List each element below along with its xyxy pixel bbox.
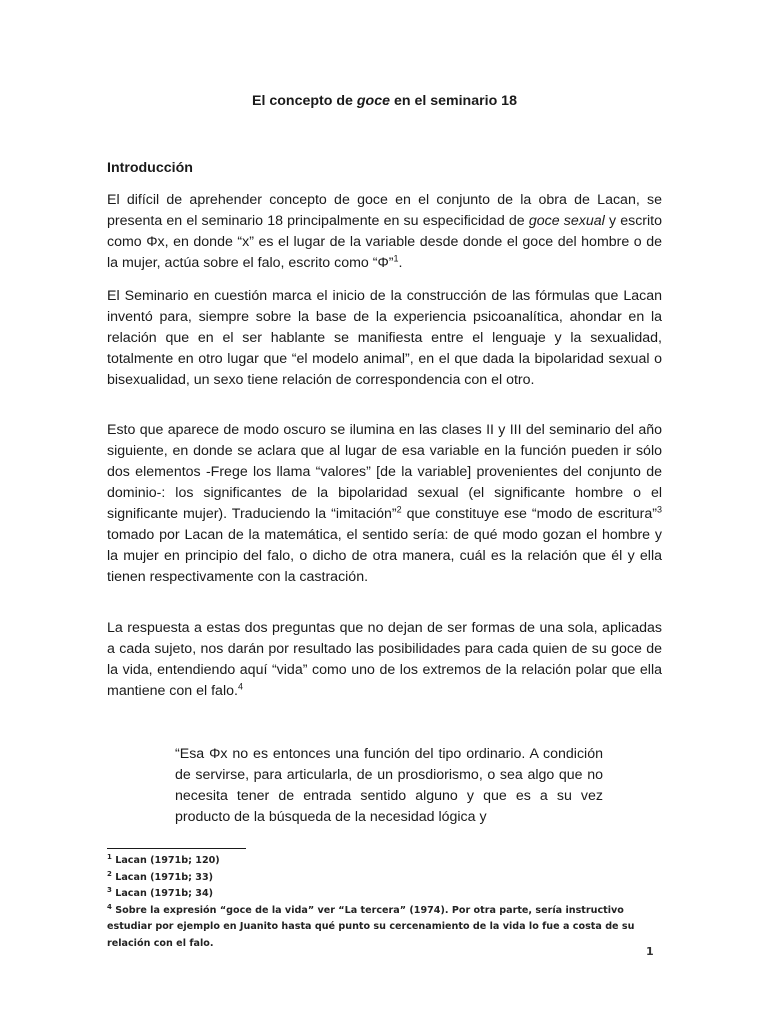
paragraph-4-text: La respuesta a estas dos preguntas que no dejan de ser formas de una sola, aplicadas a cada sujeto, nos darán por resultado las posibilidades para cada quien de su goce de la vida, entendiendo aquí “vida” como uno de los extremos de la relación polar que ella mantiene con el falo. xyxy=(107,620,662,699)
title-italic-word: goce xyxy=(356,93,390,109)
page-number: 1 xyxy=(646,945,654,958)
document-title xyxy=(107,92,662,110)
footnote-number: 3 xyxy=(107,885,112,894)
footnote-text: Lacan (1971b; 120) xyxy=(111,855,220,866)
paragraph-1-text-c: . xyxy=(398,255,403,271)
block-quote: “Esa Φx no es entonces una función del tipo ordinario. A condición de servirse, para articularla, de un prosdiorismo, o sea algo que no necesita tener de entrada sentido alguno y que es a su vez producto de la búsqueda de la necesidad lógica y xyxy=(175,746,603,825)
footnote-ref-1[interactable]: 1 xyxy=(393,253,399,264)
footnote-1 xyxy=(107,853,662,870)
paragraph-1-italic: goce sexual xyxy=(528,213,605,229)
title-text-start: El concepto de xyxy=(252,93,357,109)
footnote-4 xyxy=(107,903,662,953)
footnote-3 xyxy=(107,886,662,903)
footnote-ref-3[interactable]: 3 xyxy=(656,504,662,515)
footnote-text: Lacan (1971b; 34) xyxy=(111,888,213,899)
footnote-text: Lacan (1971b; 33) xyxy=(111,871,213,883)
footnotes xyxy=(107,853,662,952)
footnote-number: 4 xyxy=(107,902,112,911)
paragraph-1 xyxy=(107,190,662,274)
paragraph-3-text-c: tomado por Lacan de la matemática, el sentido sería: de qué modo gozan el hombre y la mujer en principio del falo, o dicho de otra manera, cuál es la relación que él y ella tienen respectivamente con la castración. xyxy=(107,527,662,585)
paragraph-1-text-b: y escrito como Φx, en donde “x” es el lugar de la variable desde donde el goce del hombre o de la mujer, actúa sobre el falo, escrito como “Φ” xyxy=(107,213,663,271)
paragraph-1-text-a: El difícil de aprehender concepto de goce en el conjunto de la obra de Lacan, se presenta en el seminario 18 principalmente en su especificidad de xyxy=(107,192,662,229)
paragraph-3-text-a: Esto que aparece de modo oscuro se ilumina en las clases II y III del seminario del año siguiente, en donde se aclara que al lugar de esa variable en la función pueden ir sólo dos elementos -Frege los llama “valores” [de la variable] provenientes del conjunto de dominio-: los significantes de la bipolaridad sexual (el significante hombre o el significante mujer). Traduciendo la “imitación” xyxy=(107,422,662,522)
footnote-2 xyxy=(107,870,662,887)
footnote-ref-2[interactable]: 2 xyxy=(396,504,402,515)
footnote-text: Sobre la expresión “goce de la vida” ver “La tercera” (1974). Por otra parte, sería instructivo estudiar por ejemplo en Juanito hasta qué punto su cercenamiento de la vida lo fue a costa de su relación con el falo. xyxy=(107,904,635,949)
paragraph-3-text-b: que constituye ese “modo de escritura” xyxy=(401,506,657,522)
section-heading: Introducción xyxy=(107,160,193,176)
paragraph-3 xyxy=(107,420,662,588)
paragraph-4 xyxy=(107,618,662,702)
footnote-separator xyxy=(107,848,246,849)
footnote-number: 1 xyxy=(107,852,112,861)
footnote-ref-4[interactable]: 4 xyxy=(237,681,243,692)
footnote-number: 2 xyxy=(107,869,112,878)
paragraph-2: El Seminario en cuestión marca el inicio de la construcción de las fórmulas que Lacan inventó para, siempre sobre la base de la experiencia psicoanalítica, ahondar en la relación que en el ser hablante se manifiesta entre el lenguaje y la sexualidad, totalmente en otro lugar que “el modelo animal”, en el que dada la bipolaridad sexual o bisexualidad, un sexo tiene relación de correspondencia con el otro. xyxy=(107,288,662,388)
title-text-end: en el seminario 18 xyxy=(390,93,517,109)
